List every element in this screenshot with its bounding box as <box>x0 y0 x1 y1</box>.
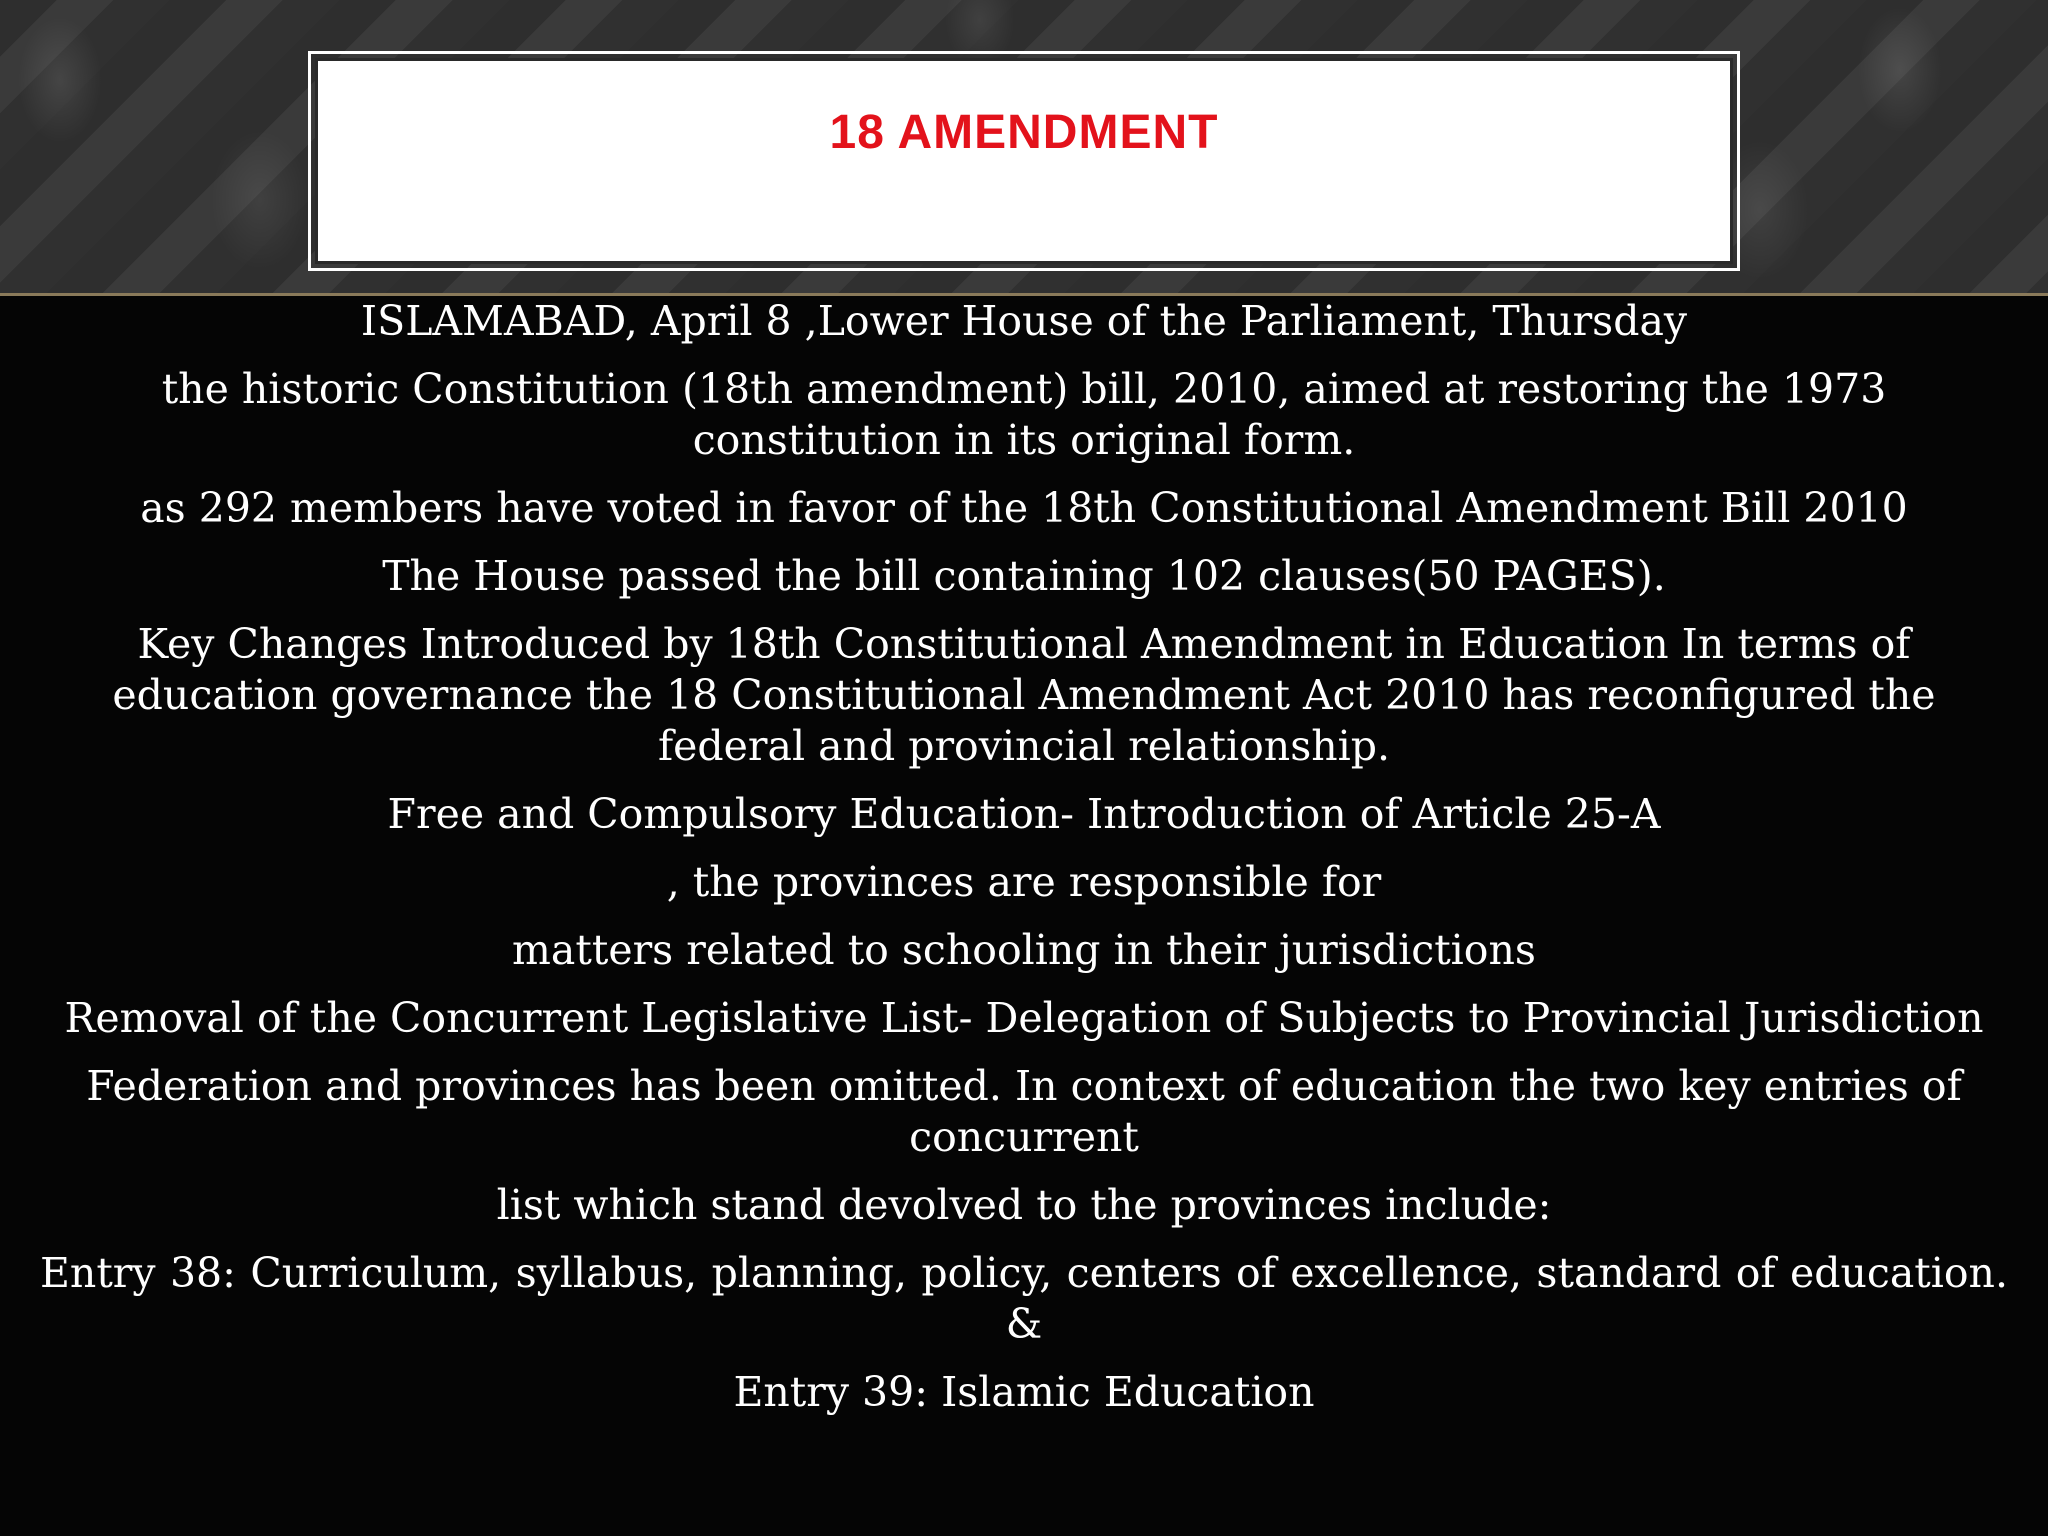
paragraph-article-25a: Free and Compulsory Education- Introduction of Article 25-A <box>387 790 1661 838</box>
paragraph-house-passed: The House passed the bill containing 102 clauses(50 PAGES). <box>382 552 1666 600</box>
paragraph-historic-bill: the historic Constitution (18th amendment) bill, 2010, aimed at restoring the 1973 constitution in its original form. <box>161 365 1887 464</box>
slide-title: 18 AMENDMENT <box>829 106 1219 159</box>
paragraph-entry-38: Entry 38: Curriculum, syllabus, planning, policy, centers of excellence, standard of education. & <box>40 1249 2008 1348</box>
paragraph-federation-provinces: Federation and provinces has been omitted. In context of education the two key entries of concurrent <box>86 1062 1962 1161</box>
title-box <box>315 58 1733 264</box>
slide-body <box>40 296 2008 1435</box>
paragraph-members-voted: as 292 members have voted in favor of the 18th Constitutional Amendment Bill 2010 <box>140 484 1908 532</box>
paragraph-concurrent-list-removal: Removal of the Concurrent Legislative List- Delegation of Subjects to Provincial Jurisdiction <box>64 994 1984 1042</box>
paragraph-entry-39: Entry 39: Islamic Education <box>733 1368 1315 1416</box>
paragraph-devolved-list: list which stand devolved to the provinces include: <box>496 1181 1552 1229</box>
paragraph-islamabad: ISLAMABAD, April 8 ,Lower House of the Parliament, Thursday <box>360 297 1688 345</box>
paragraph-schooling-matters: matters related to schooling in their jurisdictions <box>512 926 1536 974</box>
paragraph-key-changes: Key Changes Introduced by 18th Constitutional Amendment in Education In terms of education governance the 18 Constitutional Amendment Act 2010 has reconfigured the federal and provincial relationship. <box>112 620 1936 770</box>
paragraph-provinces-responsible: , the provinces are responsible for <box>666 858 1382 906</box>
